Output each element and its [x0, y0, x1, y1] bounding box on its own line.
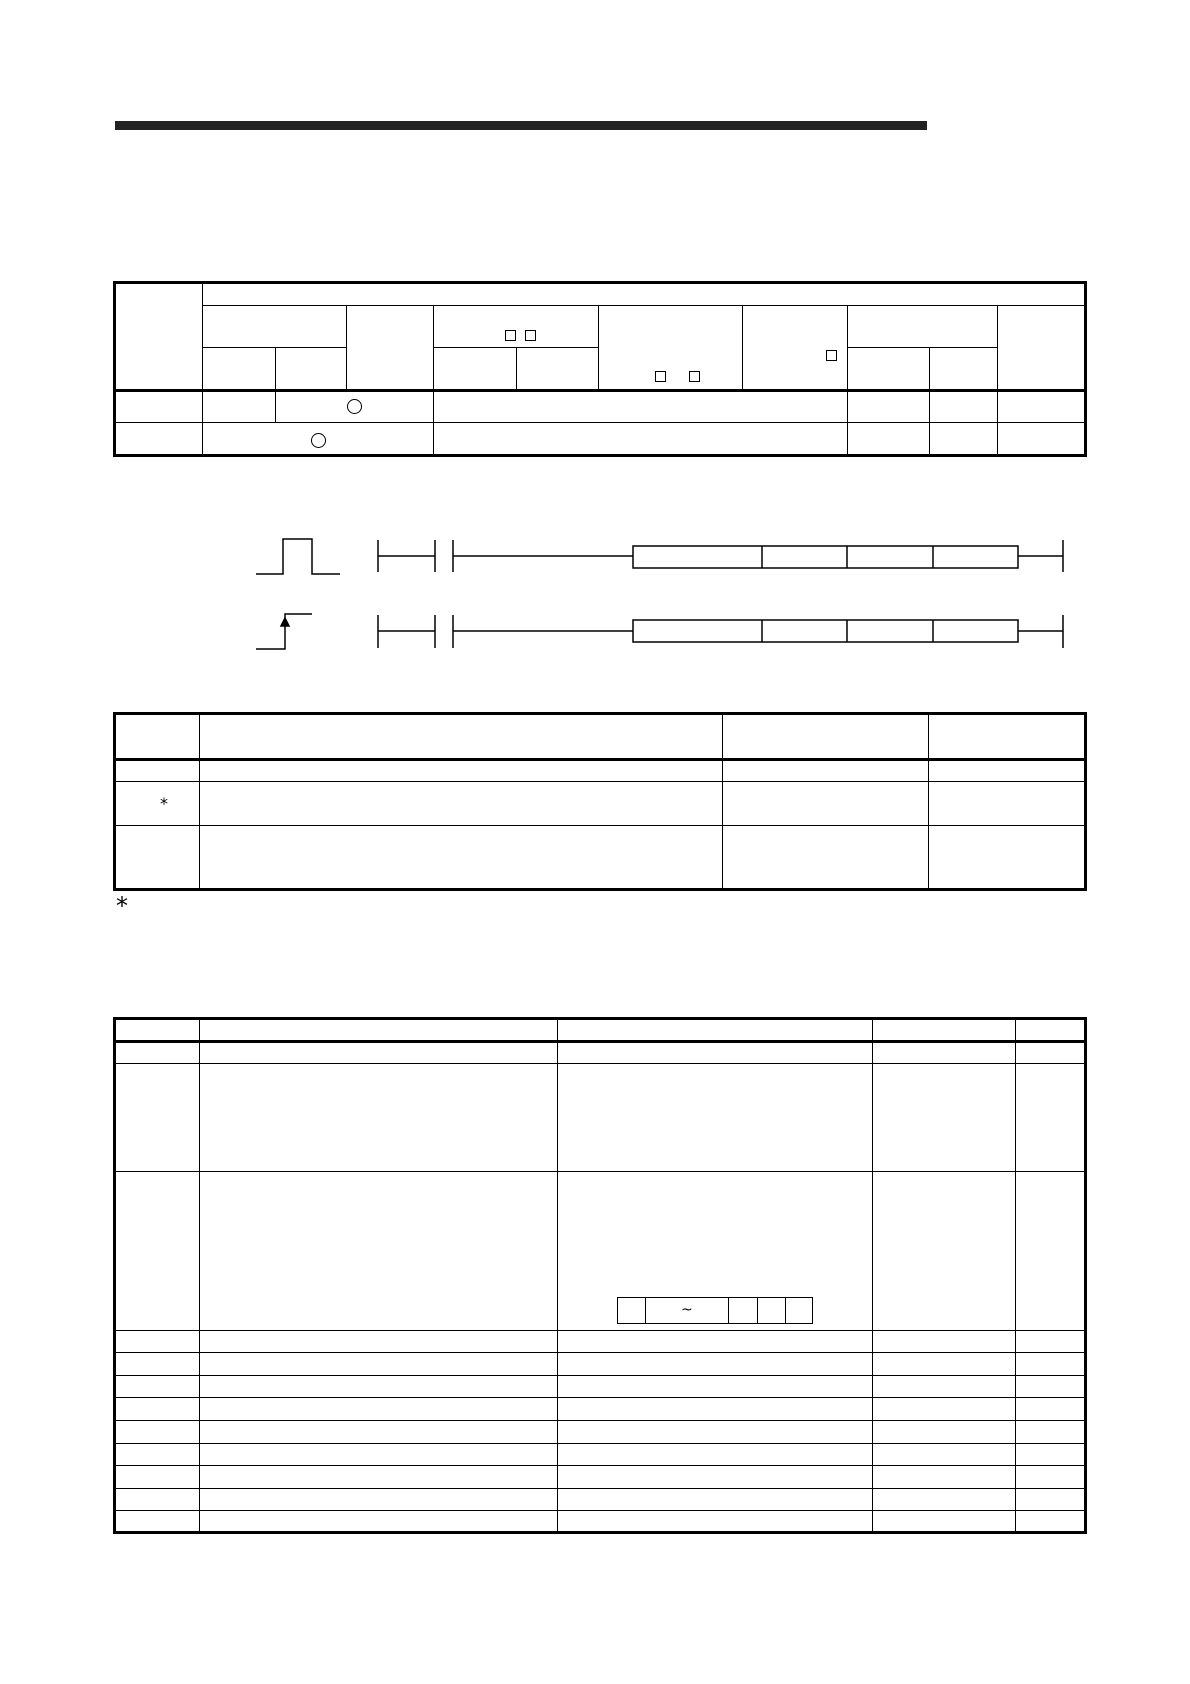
setting-data-row-divider: [113, 781, 1087, 782]
control-data-row-divider: [113, 1488, 1087, 1489]
control-data-row-divider: [113, 1420, 1087, 1421]
range-box-divider: [645, 1297, 646, 1324]
pulse-symbol-icon: [256, 539, 340, 574]
control-data-col: [557, 1017, 558, 1534]
control-data-row-divider: [113, 1443, 1087, 1444]
control-data-col: [872, 1017, 873, 1534]
range-tilde: ~: [681, 1302, 693, 1318]
control-data-header-divider: [113, 1040, 1087, 1043]
setting-data-header-divider: [113, 758, 1087, 761]
instruction-box: [633, 546, 1018, 568]
control-data-row-divider: [113, 1171, 1087, 1172]
footnote-asterisk: *: [116, 892, 128, 920]
control-data-row-divider: [113, 1510, 1087, 1511]
range-box-divider: [785, 1297, 786, 1324]
range-box-divider: [728, 1297, 729, 1324]
ladder-diagram: [0, 0, 1190, 700]
row-asterisk: *: [160, 794, 168, 813]
control-data-row-divider: [113, 1330, 1087, 1331]
setting-data-row-divider: [113, 825, 1087, 826]
control-data-table-frame: [113, 1017, 1087, 1534]
control-data-col: [199, 1017, 200, 1534]
control-data-row-divider: [113, 1375, 1087, 1376]
setting-data-col: [199, 712, 200, 891]
setting-data-col: [928, 712, 929, 891]
control-data-col: [1015, 1017, 1016, 1534]
instruction-box: [633, 620, 1018, 642]
setting-data-table-frame: [113, 712, 1087, 891]
control-data-row-divider: [113, 1465, 1087, 1466]
control-data-row-divider: [113, 1397, 1087, 1398]
range-box-divider: [757, 1297, 758, 1324]
setting-data-col: [722, 712, 723, 891]
range-box-frame: [617, 1297, 813, 1324]
control-data-row-divider: [113, 1063, 1087, 1064]
control-data-row-divider: [113, 1352, 1087, 1353]
rising-edge-arrow-icon: [281, 618, 289, 626]
